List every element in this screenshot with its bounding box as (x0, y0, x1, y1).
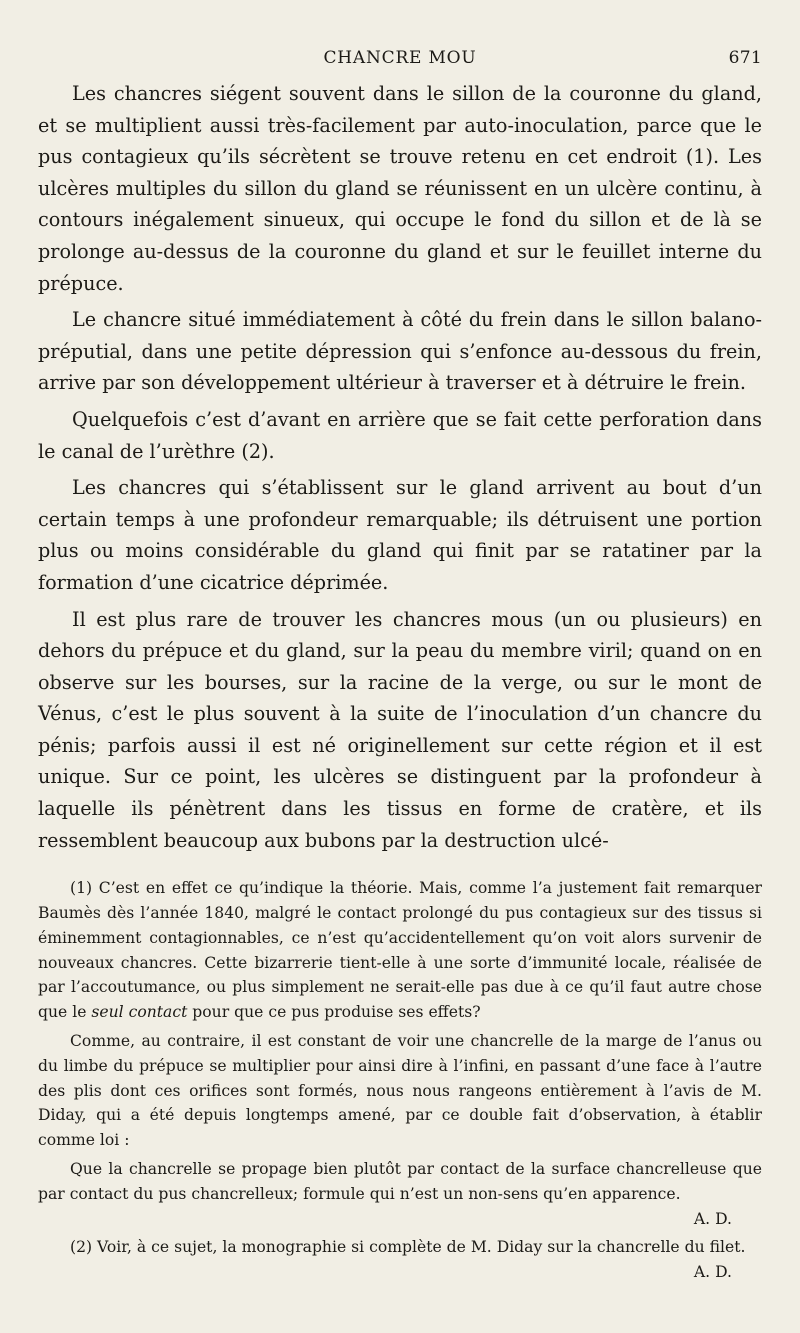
footnote-text: (2) Voir, à ce sujet, la monographie si complète de M. Diday sur la chancrelle du filet. (70, 1238, 746, 1257)
footnote-signature: A. D. (693, 1263, 732, 1282)
main-text (38, 78, 762, 856)
paragraph: Les chancres qui s’établissent sur le gland arrivent au bout d’un certain temps à une profondeur remarquable; ils détruisent une portion plus ou moins considérable du gland qui finit par se ratatiner par la formation d’une cicatrice déprimée. (38, 476, 762, 594)
paragraph: Le chancre situé immédiatement à côté du frein dans le sillon balano-préputial, dans une petite dépression qui s’enfonce au-dessous du frein, arrive par son développement ultérieur à traverser et à détruire le frein. (38, 308, 762, 395)
footnote-1-paragraph-3 (38, 1157, 762, 1231)
paragraph: Quelquefois c’est d’avant en arrière que se fait cette perforation dans le canal de l’urèthre (2). (38, 407, 762, 463)
footnote-2 (38, 1235, 762, 1285)
footnote-text: pour que ce pus produise ses effets? (187, 1003, 481, 1022)
footnote-text: (1) C’est en effet ce qu’indique la théorie. Mais, comme l’a justement fait remarquer Baumès dès l’année 1840, malgré le contact prolongé du pus contagieux sur des tissus si éminemment contagionnables, ce n’est qu’accidentellement qu’on voit alors survenir de nouveaux chancres. Cette bizarrerie tient-elle à une sorte d’immunité locale, réalisée de par l’accoutumance, ou plus simplement ne serait-elle pas due à ce qu’il faut autre chose que le (38, 879, 762, 1022)
footnote-1 (38, 876, 762, 1025)
running-header (38, 44, 762, 78)
running-title: CHANCRE MOU (323, 48, 477, 68)
footnote-signature: A. D. (693, 1209, 732, 1228)
footnote-italic: seul contact (91, 1003, 188, 1022)
paragraph: Il est plus rare de trouver les chancres mous (un ou plusieurs) en dehors du prépuce et du gland, sur la peau du membre viril; quand on en observe sur les bourses, sur la racine de la verge, ou sur le mont de Vénus, c’est le plus souvent à la suite de l’inoculation d’un chancre du pénis; parfois aussi il est né originellement sur cette région et il est unique. Sur ce point, les ulcères se distinguent par la profondeur à laquelle ils pénètrent dans les tissus en forme de cratère, et ils ressemblent beaucoup aux bubons par la destruction ulcé- (38, 607, 762, 852)
footnotes (38, 876, 762, 1285)
footnote-text: Que la chancrelle se propage bien plutôt par contact de la surface chancrelleuse que par contact du pus chancrelleux; formule qui n’est un non-sens qu’en apparence. (38, 1160, 762, 1203)
paragraph: Les chancres siégent souvent dans le sillon de la couronne du gland, et se multiplient aussi très-facilement par auto-inoculation, parce que le pus contagieux qu’ils sécrètent se trouve retenu en cet endroit (1). Les ulcères multiples du sillon du gland se réunissent en un ulcère continu, à contours inégalement sinueux, qui occupe le fond du sillon et de là se prolonge au-dessus de la couronne du gland et sur le feuillet interne du prépuce. (38, 82, 762, 295)
footnote-1-paragraph-2: Comme, au contraire, il est constant de voir une chancrelle de la marge de l’anus ou du limbe du prépuce se multiplier pour ainsi dire à l’infini, en passant d’une face à l’autre des plis dont ces orifices sont formés, nous nous rangeons entièrement à l’avis de M. Diday, qui a été depuis longtemps amené, par ce double fait d’observation, à établir comme loi : (38, 1032, 762, 1150)
book-page (38, 44, 762, 1314)
page-number: 671 (728, 48, 762, 68)
